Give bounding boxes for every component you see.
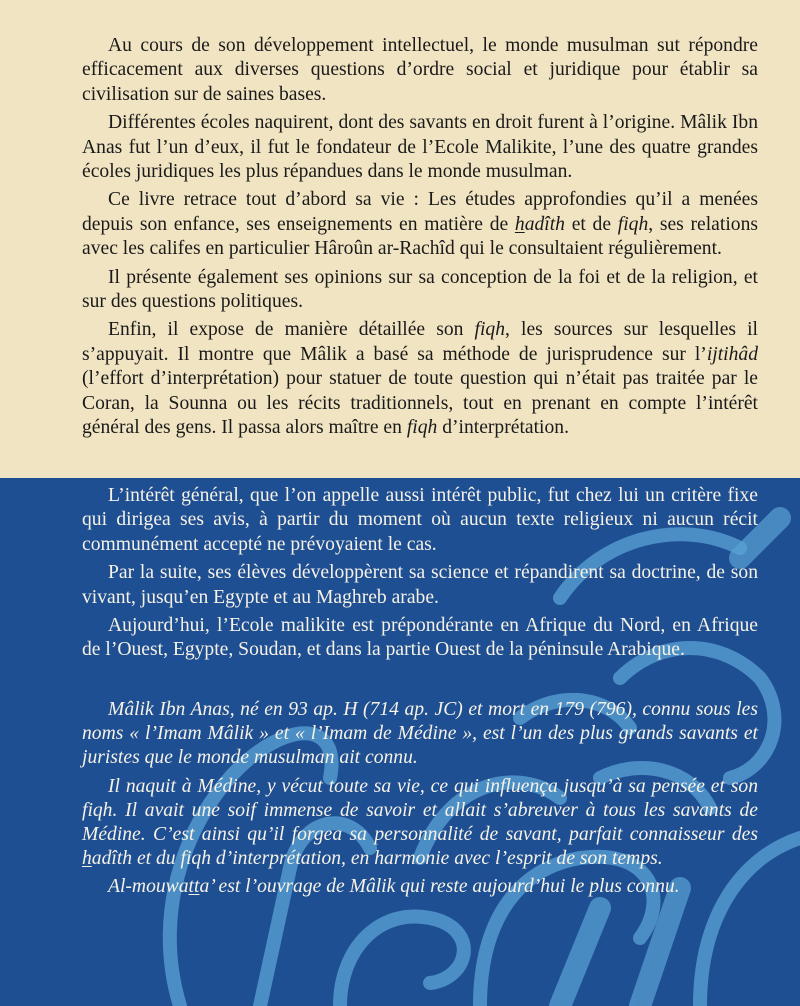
intro-paragraph-4: Il présente également ses opinions sur sa conception de la foi et de la religion, et sur des questions politiques. <box>82 266 758 313</box>
blue-paragraph-2: Par la suite, ses élèves développèrent sa science et répandirent sa doctrine, de son vivant, jusqu’en Egypte et au Maghreb arabe. <box>82 562 758 608</box>
intro-paragraph-2: Différentes écoles naquirent, dont des savants en droit furent à l’origine. Mâlik Ibn Anas fut l’un d’eux, il fut le fondateur de l’Ecole Malikite, l’une des quatre grandes écoles juridiques les plus répandues dans le monde musulman. <box>82 112 758 183</box>
intro-paragraph-3: Ce livre retrace tout d’abord sa vie : Les études approfondies qu’il a menées depuis son enfance, ses enseignements en matière de hadîth et de fiqh, ses relations avec les califes en particulier Hâroûn ar-Rachîd qui le consultaient régulièrement. <box>82 189 758 260</box>
bio-paragraph-3: Al-mouwatta’ est l’ouvrage de Mâlik qui reste aujourd’hui le plus connu. <box>108 876 680 898</box>
bio-paragraph-1: Mâlik Ibn Anas, né en 93 ap. H (714 ap. JC) et mort en 179 (796), connu sous les noms « l’Imam Mâlik » et « l’Imam de Médine », est l’un des plus grands savants et juristes que le monde musulman ait connu. <box>82 699 758 769</box>
intro-text <box>82 34 758 445</box>
blue-paragraph-3: Aujourd’hui, l’Ecole malikite est prépondérante en Afrique du Nord, en Afrique de l’Ouest, Egypte, Soudan, et dans la partie Ouest de la péninsule Arabique. <box>82 615 758 661</box>
bio-paragraph-2: Il naquit à Médine, y vécut toute sa vie, ce qui influença jusqu’à sa pensée et son fiqh. Il avait une soif immense de savoir et allait s’abreuver à tous les savants de Médine. C’est ainsi qu’il forgea sa personnalité de savant, parfait connaisseur des hadîth et du fiqh d’interprétation, en harmonie avec l’esprit de son temps. <box>82 775 758 870</box>
blue-text <box>82 484 758 667</box>
intro-paragraph-1: Au cours de son développement intellectuel, le monde musulman sut répondre efficacement aux diverses questions d’ordre social et juridique pour établir sa civilisation sur de saines bases. <box>82 35 758 105</box>
intro-paragraph-5: Enfin, il expose de manière détaillée son fiqh, les sources sur lesquelles il s’appuyait. Il montre que Mâlik a basé sa méthode de jurisprudence sur l’ijtihâd (l’effort d’interprétation) pour statuer de toute question qui n’était pas traitée par le Coran, la Sounna ou les récits traditionnels, tout en prenant en compte l’intérêt général des gens. Il passa alors maître en fiqh d’interprétation. <box>82 319 758 439</box>
blue-paragraph-1: L’intérêt général, que l’on appelle aussi intérêt public, fut chez lui un critère fixe qui dirigea ses avis, à partir du moment où aucun texte religieux ni aucun récit communément accepté ne prévoyaient le cas. <box>82 485 758 555</box>
biography-text <box>82 698 758 904</box>
